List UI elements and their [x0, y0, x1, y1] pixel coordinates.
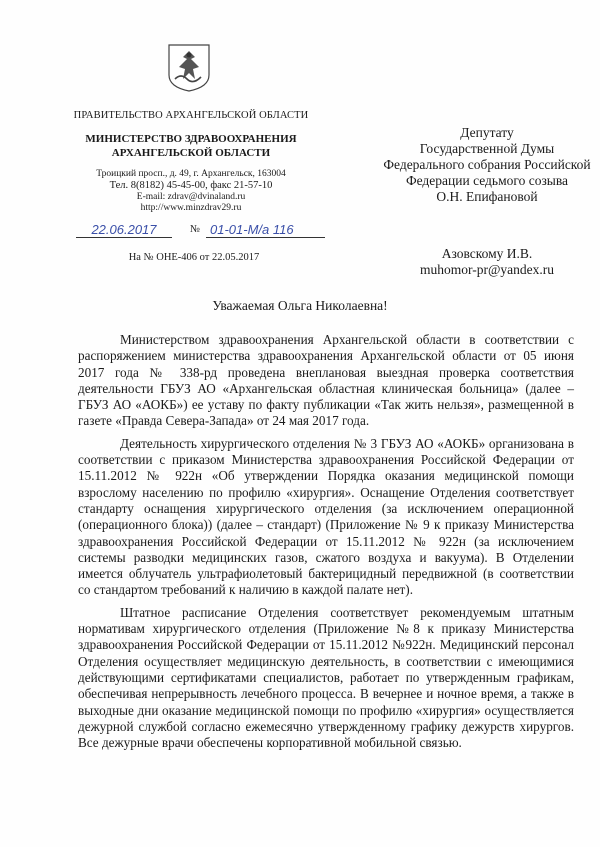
copy-recipient [376, 246, 598, 278]
letter-body [78, 332, 574, 757]
website: http://www.minzdrav29.ru [140, 203, 242, 213]
letterhead [66, 110, 316, 214]
email: E-mail: zdrav@dvinaland.ru [136, 192, 246, 202]
paragraph: Штатное расписание Отделения соответствует рекомендуемым штатным нормативам хирургического отделения (Приложение №8 к приказу Министерства здравоохранения Российской Федерации от 15.11.2012 №922н. Медицинский персонал Отделения осуществляет медицинскую деятельность, в соответствии с имеющимися действующими сертификатами специалистов, работает по утвержденным графикам, обеспечивая непрерывность лечебного процесса. В вечернее и ночное время, а также в выходные дни оказание медицинской помощи по профилю «хирургия» осуществляется дежурной службой согласно ежемесячно утвержденному графику дежурств хирургов. Все дежурные врачи обеспечены корпоративной мобильной связью. [78, 604, 574, 751]
copy-email: muhomor-pr@yandex.ru [419, 262, 554, 277]
ministry-name: МИНИСТЕРСТВО ЗДРАВООХРАНЕНИЯ АРХАНГЕЛЬСКОЙ ОБЛАСТИ [85, 133, 297, 159]
contact-block [66, 169, 316, 214]
salutation: Уважаемая Ольга Николаевна! [212, 298, 388, 313]
paragraph: Деятельность хирургического отделения № 3 ГБУЗ АО «АОКБ» организована в соответствии с приказом Министерства здравоохранения Российской Федерации от 15.11.2012 № 922н «Об утверждении Порядка оказания медицинской помощи взрослому населению по профилю «хирургия». Оснащение Отделения соответствует стандарту оснащения хирургического отделения (за исключением операционной (операционного блока)) (далее – стандарт) (Приложение № 9 к приказу Министерства здравоохранения Российской Федерации от 15.11.2012 № 922н (за исключением системы разводки медицинских газов, сжатого воздуха и вакуума). В Отделении имеется облучатель ультрафиолетовый бактерицидный передвижной (в соответствии со стандартом требований к наличию в каждой палате нет). [78, 435, 574, 598]
copy-name: Азовскому И.В. [441, 246, 533, 261]
registration-date: 22.06.2017 [76, 222, 172, 238]
government-name: ПРАВИТЕЛЬСТВО АРХАНГЕЛЬСКОЙ ОБЛАСТИ [73, 110, 309, 121]
number-label: № [190, 224, 201, 235]
reference-line: На № ОНЕ-406 от 22.05.2017 [128, 252, 260, 263]
address: Троицкий просп., д. 49, г. Архангельск, 163004 [96, 169, 286, 179]
registration-number: 01-01-М/а 116 [206, 222, 325, 238]
registration-line [64, 222, 324, 242]
recipient-block: Депутату Государственной Думы Федерального собрания Российской Федерации седьмого созыва О.Н. Епифановой [383, 125, 591, 204]
phone: Тел. 8(8182) 45-45-00, факс 21-57-10 [109, 180, 273, 191]
paragraph: Министерством здравоохранения Архангельской области в соответствии с распоряжением министерства здравоохранения Архангельской области от 05 июня 2017 года № 338-рд проведена внеплановая выездная проверка соответствия деятельности ГБУЗ АО «Архангельская областная клиническая больница» (далее – ГБУЗ АО «АОКБ») ее уставу по факту публикации «Так жить нельзя», размещенной в газете «Правда Севера-Запада» от 24 мая 2017 года. [78, 332, 574, 429]
coat-of-arms-icon [167, 43, 211, 93]
